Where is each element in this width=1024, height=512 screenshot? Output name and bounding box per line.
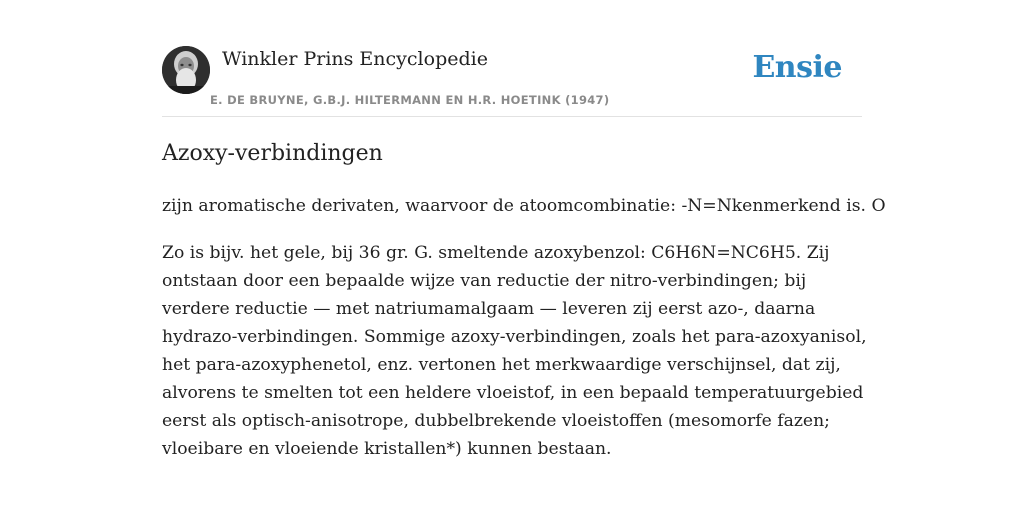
source-header: [162, 46, 862, 117]
authors-line: E. DE BRUYNE, G.B.J. HILTERMANN EN H.R. HOETINK (1947): [210, 93, 610, 107]
article-paragraph: Zo is bijv. het gele, bij 36 gr. G. smeltende azoxybenzol: C6H6N=NC6H5. Zij ontstaan door een bepaalde wijze van reductie der nitro-verbindingen; bij verdere reductie — met natriumamalgaam — leveren zij eerst azo-, daarna hydrazo-verbindingen. Sommige azoxy-verbindingen, zoals het para-azoxyanisol, het para-azoxyphenetol, enz. vertonen het merkwaardige verschijnsel, dat zij, alvorens te smelten tot een heldere vloeistof, in een bepaald temperatuurgebied eerst als optisch-anisotrope, dubbelbrekende vloeistoffen (mesomorfe fazen; vloeibare en vloeiende kristallen*) kunnen bestaan.: [162, 243, 867, 459]
article-paragraph: zijn aromatische derivaten, waarvoor de atoomcombinatie: -N=Nkenmerkend is. O: [162, 196, 886, 216]
author-portrait: [162, 46, 210, 94]
source-title[interactable]: Winkler Prins Encyclopedie: [222, 48, 488, 70]
brand-logo[interactable]: Ensie: [752, 50, 842, 85]
article-title: Azoxy-verbindingen: [162, 141, 383, 166]
